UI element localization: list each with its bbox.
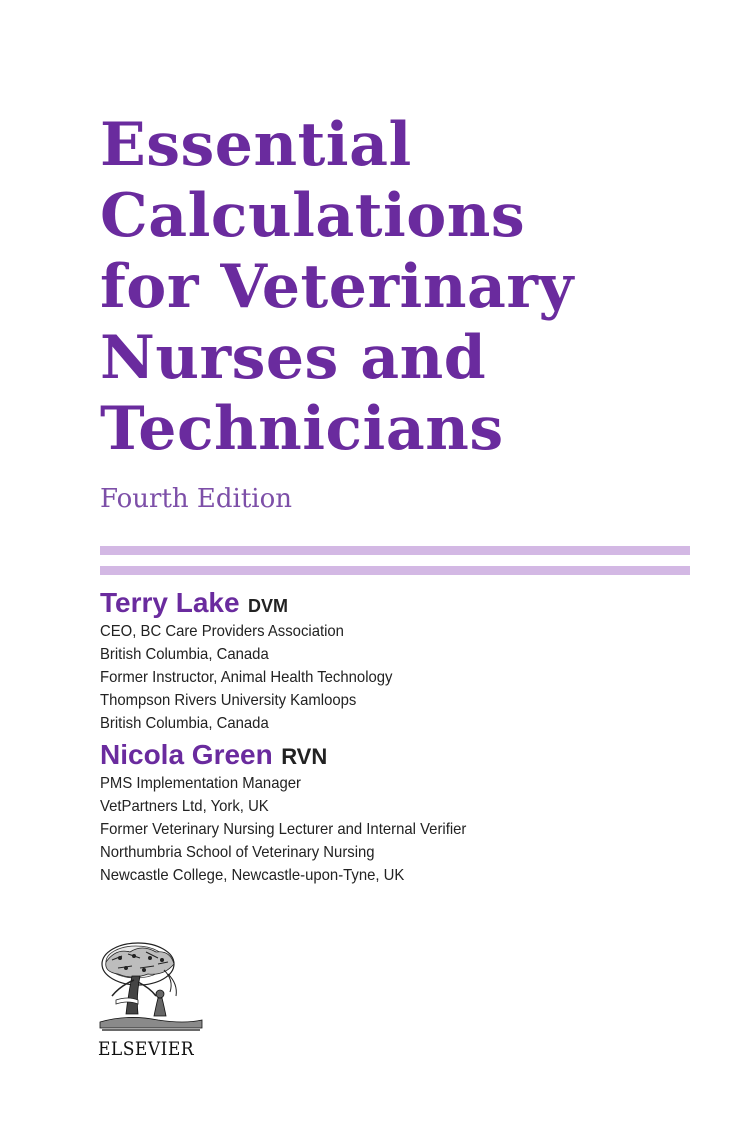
affiliation-line: Thompson Rivers University Kamloops: [100, 692, 357, 709]
author-block-1: [100, 586, 415, 735]
author-heading: [100, 586, 415, 620]
author-credential: RVN: [281, 744, 328, 769]
divider-rule: [100, 546, 690, 555]
author-credential: DVM: [248, 596, 289, 616]
affiliation-line: Newcastle College, Newcastle-upon-Tyne, UK: [100, 867, 405, 884]
affiliation-line: CEO, BC Care Providers Association: [100, 623, 344, 640]
affiliation-line: Former Instructor, Animal Health Technology: [100, 669, 393, 686]
author-heading: [100, 738, 494, 772]
author-name: Nicola Green: [100, 739, 273, 770]
affiliation-line: British Columbia, Canada: [100, 646, 269, 663]
publisher-logo: [98, 940, 204, 1060]
title-line: for Veterinary: [100, 252, 574, 322]
elsevier-tree-icon: [98, 940, 204, 1036]
author-block-2: [100, 738, 494, 887]
title-line: Technicians: [100, 394, 504, 464]
publisher-name: ELSEVIER: [98, 1038, 195, 1060]
divider-rule: [100, 566, 690, 575]
affiliation-line: British Columbia, Canada: [100, 715, 269, 732]
title-line: Nurses and: [100, 323, 487, 393]
affiliation-line: Northumbria School of Veterinary Nursing: [100, 844, 375, 861]
book-title: [100, 110, 720, 465]
title-line: Essential: [100, 110, 412, 180]
title-line: Calculations: [100, 181, 526, 251]
affiliation-line: PMS Implementation Manager: [100, 775, 301, 792]
affiliation-line: Former Veterinary Nursing Lecturer and Internal Verifier: [100, 821, 467, 838]
author-name: Terry Lake: [100, 587, 240, 618]
affiliation-line: VetPartners Ltd, York, UK: [100, 798, 269, 815]
edition-label: Fourth Edition: [100, 484, 293, 514]
